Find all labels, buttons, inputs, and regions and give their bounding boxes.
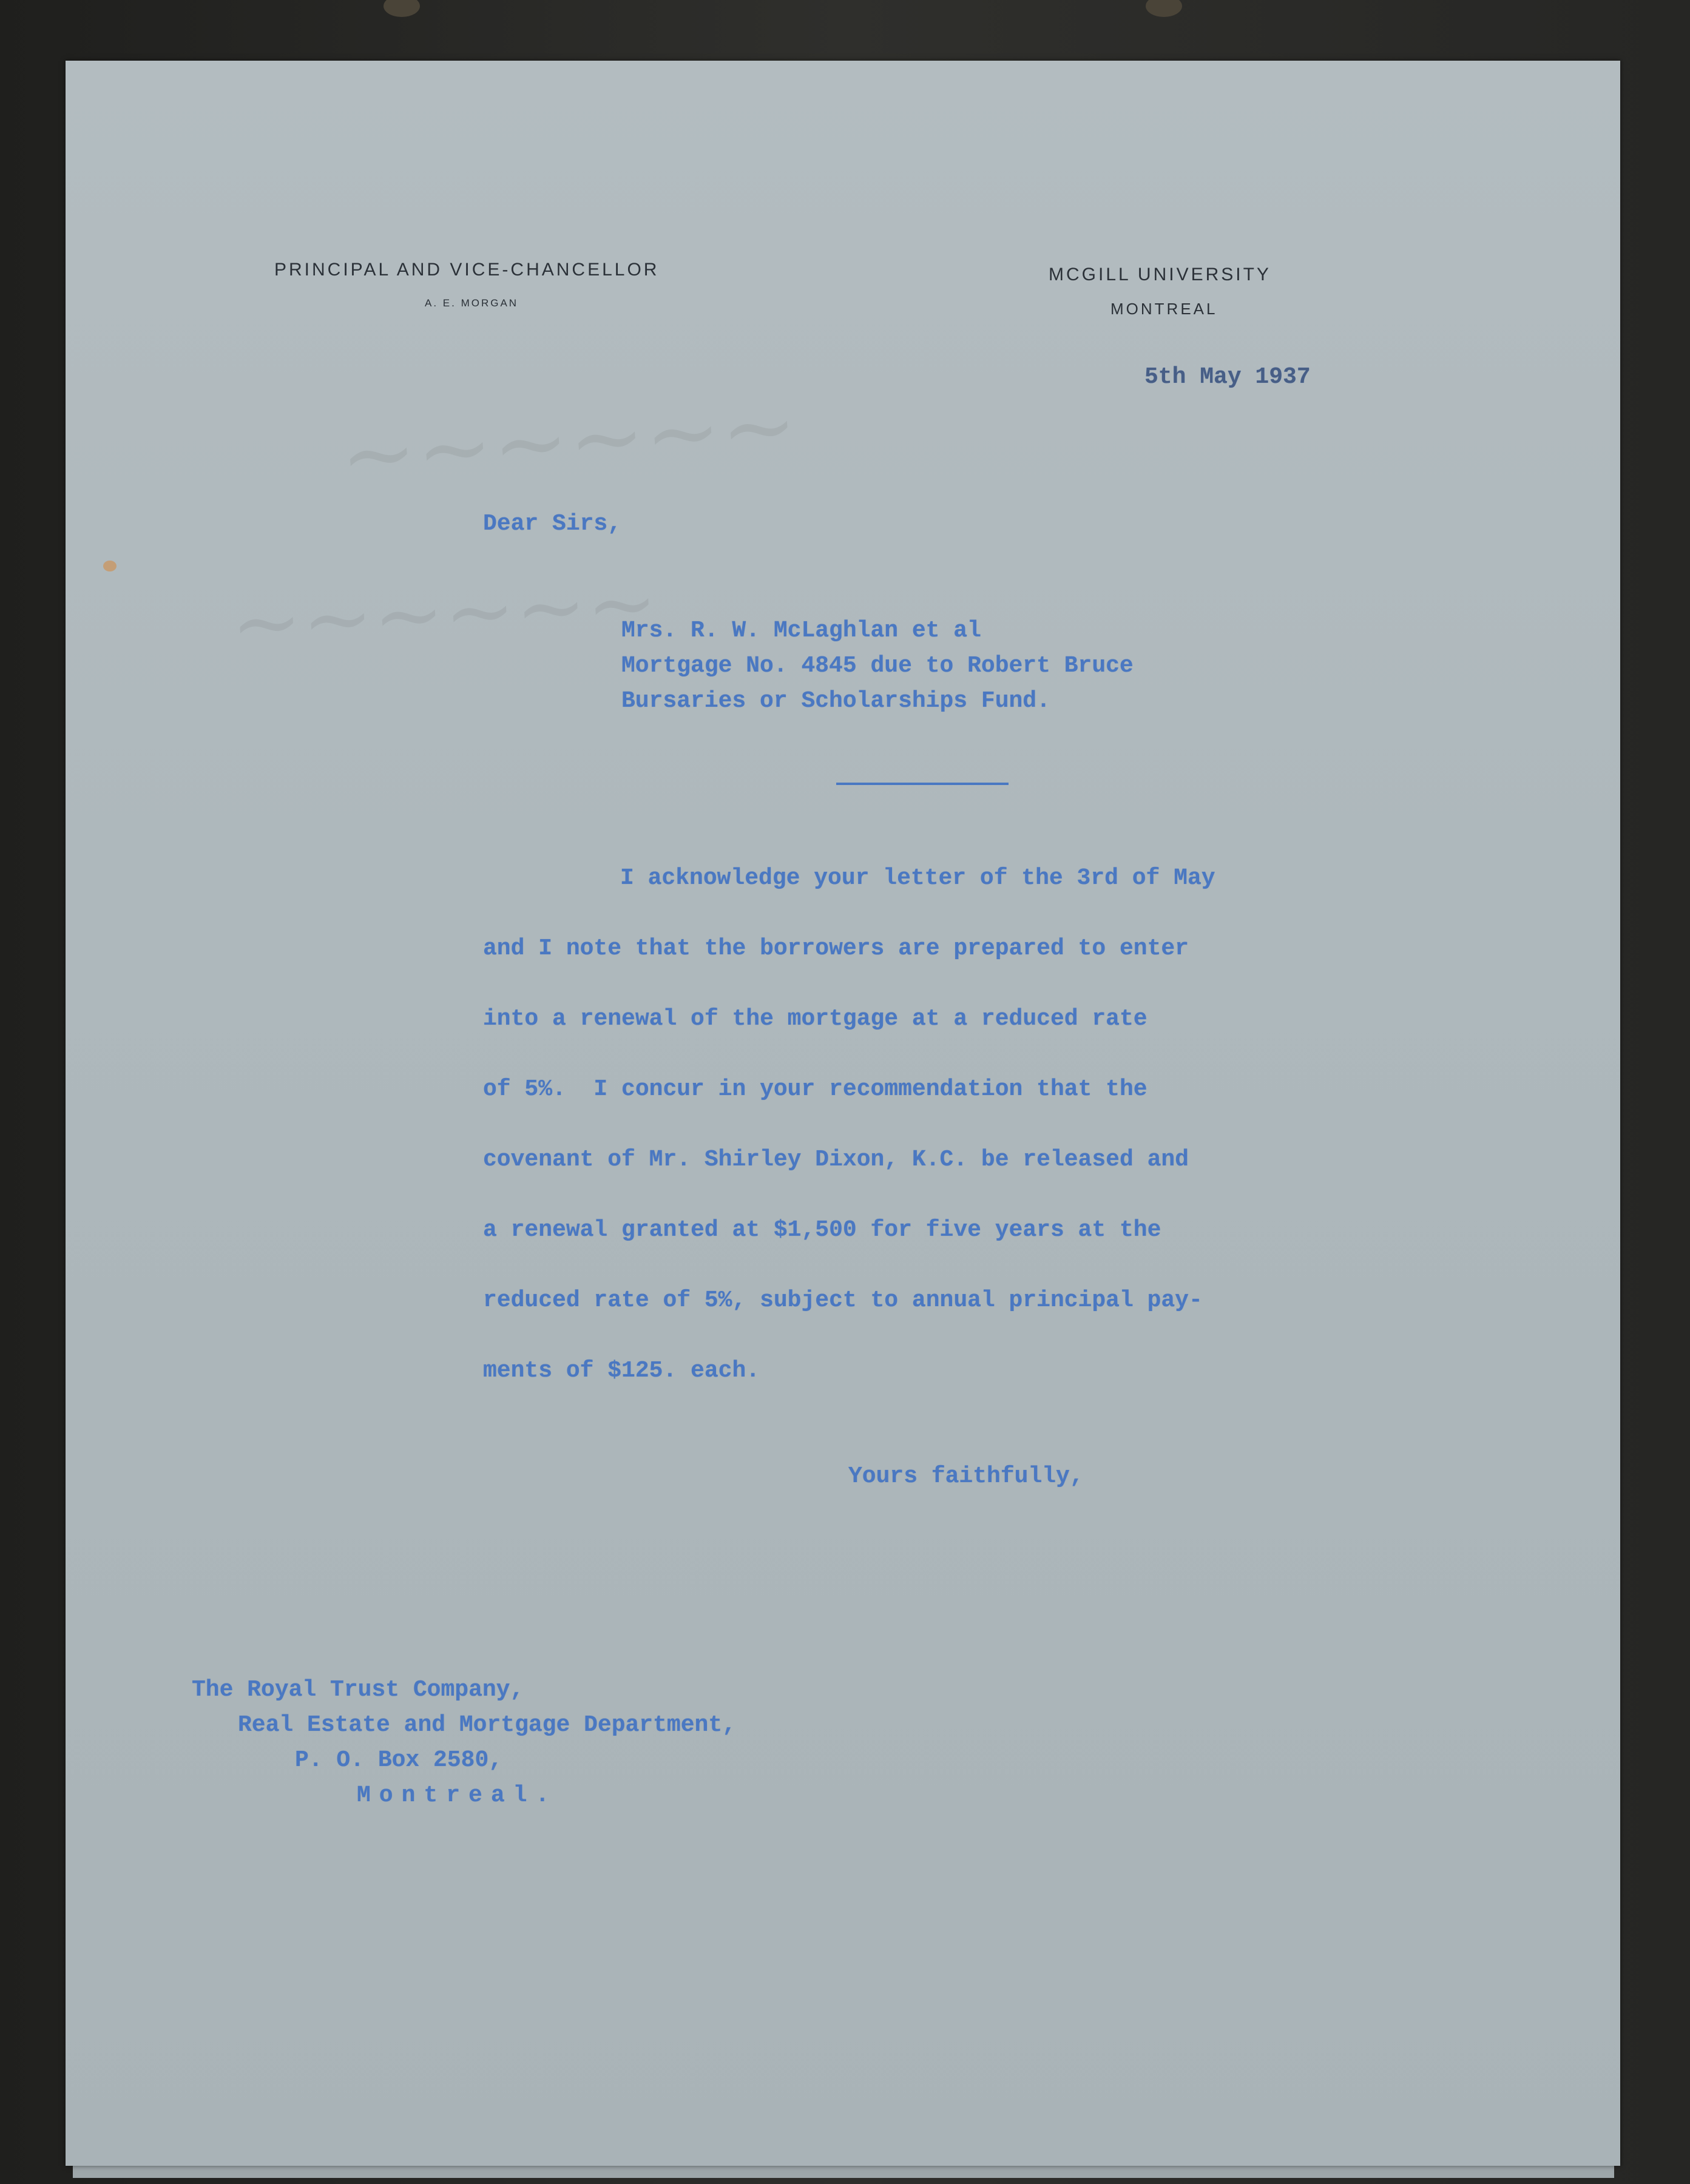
body-line: of 5%. I concur in your recommendation that the [483, 1076, 1148, 1102]
letter-sheet [66, 61, 1620, 2166]
letterhead-name: A. E. MORGAN [425, 297, 519, 309]
reference-line: Mrs. R. W. McLaghlan et al [621, 618, 981, 644]
show-through-handwriting: ~~~~~~ [336, 372, 801, 510]
body-line: covenant of Mr. Shirley Dixon, K.C. be released and [483, 1147, 1189, 1173]
body-line: a renewal granted at $1,500 for five years at the [483, 1217, 1161, 1243]
letterhead-institution: MCGILL UNIVERSITY [1049, 265, 1271, 285]
salutation: Dear Sirs, [483, 511, 622, 537]
recipient-address-line: P. O. Box 2580, [295, 1747, 503, 1773]
body-line: reduced rate of 5%, subject to annual principal pay- [483, 1287, 1203, 1313]
recipient-address-line: Real Estate and Mortgage Department, [238, 1712, 736, 1738]
letterhead-office: PRINCIPAL AND VICE-CHANCELLOR [274, 260, 660, 280]
recipient-address-line: The Royal Trust Company, [192, 1677, 524, 1703]
show-through-handwriting-2: ~~~~~~ [228, 553, 660, 675]
reference-line: Bursaries or Scholarships Fund. [621, 688, 1050, 714]
section-divider [836, 783, 1009, 785]
body-line: I acknowledge your letter of the 3rd of May [620, 865, 1215, 891]
letterhead-city: MONTREAL [1110, 300, 1218, 318]
recipient-address-line: Montreal. [357, 1782, 558, 1808]
reference-line: Mortgage No. 4845 due to Robert Bruce [621, 653, 1134, 679]
body-line: ments of $125. each. [483, 1358, 760, 1384]
body-line: into a renewal of the mortgage at a reduced rate [483, 1006, 1148, 1032]
paper-stain [103, 561, 117, 571]
complimentary-close: Yours faithfully, [848, 1463, 1084, 1489]
body-line: and I note that the borrowers are prepared to enter [483, 935, 1189, 962]
letter-date: 5th May 1937 [1144, 364, 1311, 390]
